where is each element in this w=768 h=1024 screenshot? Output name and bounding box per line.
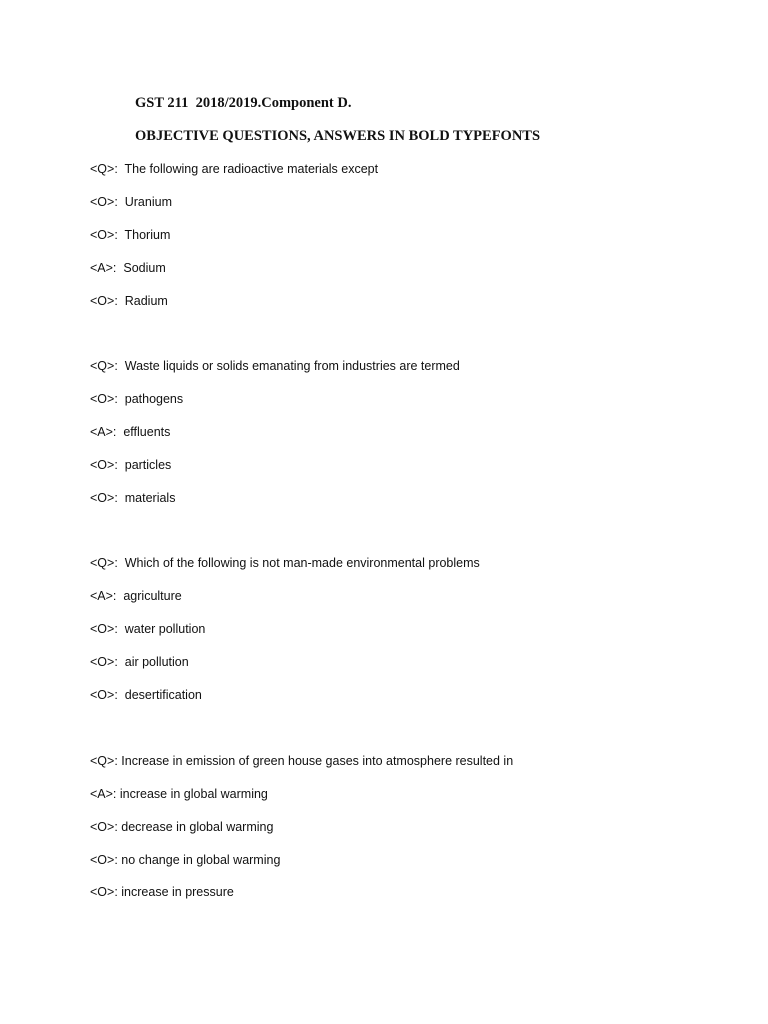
option-text: <O>: particles <box>90 458 172 472</box>
option-text: <O>: desertification <box>90 688 202 702</box>
option-text: <O>: pathogens <box>90 392 184 406</box>
question-text: <Q>: Increase in emission of green house gases into atmosphere resulted in <box>90 754 514 768</box>
document-title: GST 211 2018/2019.Component D. <box>135 95 352 111</box>
option-text: <O>: increase in pressure <box>90 885 234 899</box>
option-text: <O>: Uranium <box>90 195 172 209</box>
option-text: <O>: Thorium <box>90 228 171 242</box>
question-text: <Q>: Waste liquids or solids emanating from industries are termed <box>90 359 460 373</box>
question-text: <Q>: The following are radioactive materials except <box>90 162 379 176</box>
option-text: <O>: air pollution <box>90 655 189 669</box>
answer-text: <A>: effluents <box>90 425 171 439</box>
option-text: <O>: materials <box>90 491 176 505</box>
answer-text: <A>: agriculture <box>90 589 182 603</box>
question-text: <Q>: Which of the following is not man-made environmental problems <box>90 556 480 570</box>
answer-text: <A>: increase in global warming <box>90 787 268 801</box>
option-text: <O>: decrease in global warming <box>90 820 274 834</box>
option-text: <O>: no change in global warming <box>90 853 281 867</box>
answer-text: <A>: Sodium <box>90 261 166 275</box>
option-text: <O>: Radium <box>90 294 168 308</box>
option-text: <O>: water pollution <box>90 622 206 636</box>
document-subtitle: OBJECTIVE QUESTIONS, ANSWERS IN BOLD TYPEFONTS <box>135 128 541 144</box>
